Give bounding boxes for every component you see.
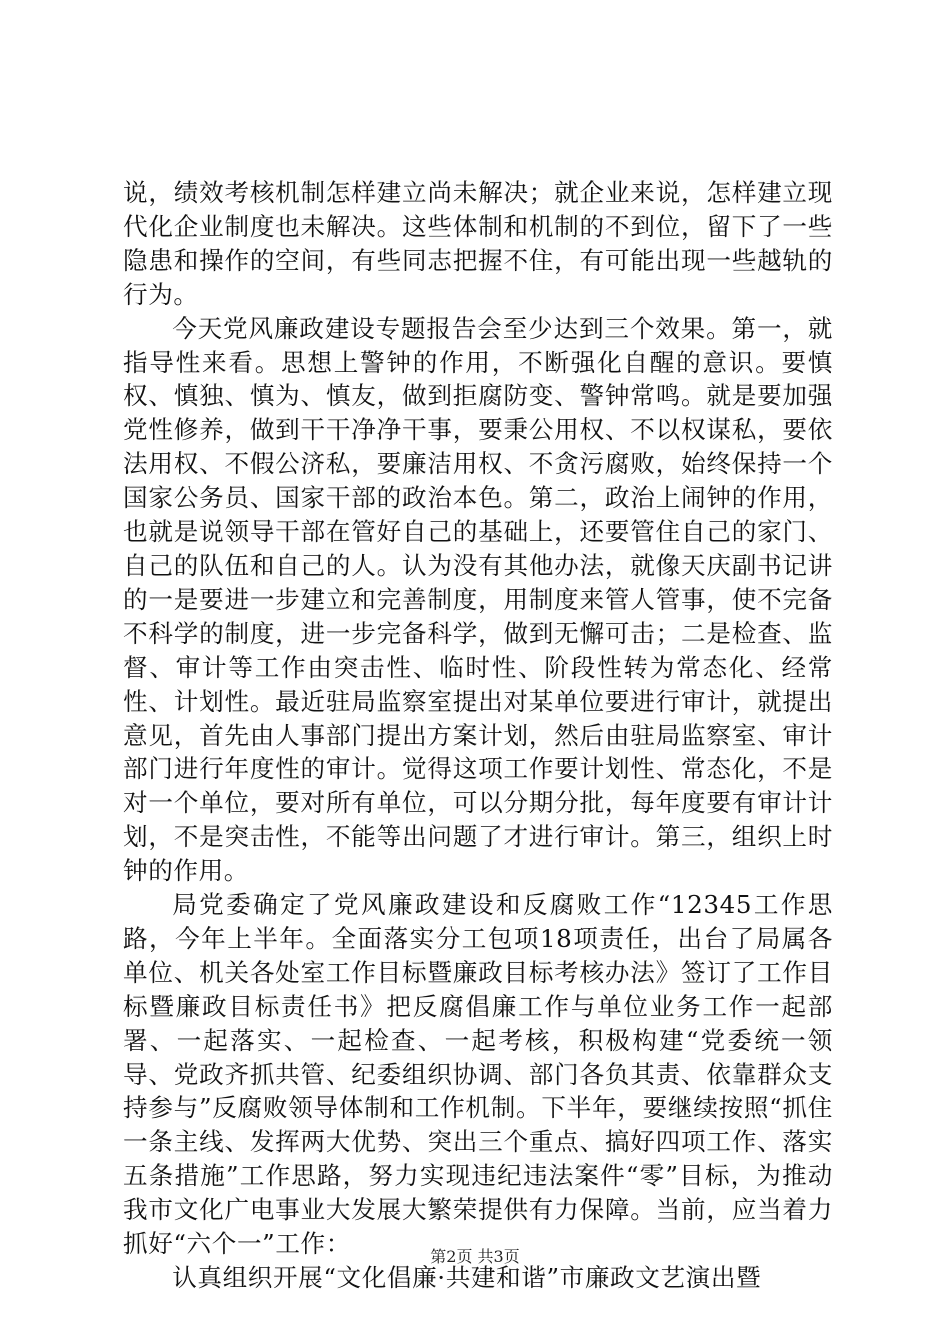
paragraph-4: 认真组织开展“文化倡廉·共建和谐”市廉政文艺演出暨 [172, 1263, 762, 1292]
paragraph-2: 今天党风廉政建设专题报告会至少达到三个效果。第一，就指导性来看。思想上警钟的作用，不断强化自醒的意识。要慎权、慎独、慎为、慎友，做到拒腐防变、警钟常鸣。就是要加强党性修养，做到干干净净干事，要秉公用权、不以权谋私，要依法用权、不假公济私，要廉洁用权、不贪污腐败，始终保持一个国家公务员、国家干部的政治本色。第二，政治上闹钟的作用，也就是说领导干部在管好自己的基础上，还要管住自己的家门、自己的队伍和自己的人。认为没有其他办法，就像天庆副书记讲的一是要进一步建立和完善制度，用制度来管人管事，使不完备不科学的制度，进一步完备科学，做到无懈可击；二是检查、监督、审计等工作由突击性、临时性、阶段性转为常态化、经常性、计划性。最近驻局监察室提出对某单位要进行审计，就提出意见，首先由人事部门提出方案计划，然后由驻局监察室、审计部门进行年度性的审计。觉得这项工作要计划性、常态化，不是对一个单位，要对所有单位，可以分期分批，每年度要有审计计划，不是突击性，不能等出问题了才进行审计。第三，组织上时钟的作用。 [123, 313, 833, 886]
document-body [123, 176, 833, 1295]
paragraph-1: 说，绩效考核机制怎样建立尚未解决；就企业来说，怎样建立现代化企业制度也未解决。这些体制和机制的不到位，留下了一些隐患和操作的空间，有些同志把握不住，有可能出现一些越轨的行为。 [123, 178, 833, 309]
page-number-footer: 第2页 共3页 [430, 1247, 520, 1266]
paragraph-3: 局党委确定了党风廉政建设和反腐败工作“12345工作思路，今年上半年。全面落实分工包项18项责任，出台了局属各单位、机关各处室工作目标暨廉政目标考核办法》签订了工作目标暨廉政目标责任书》把反腐倡廉工作与单位业务工作一起部署、一起落实、一起检查、一起考核，积极构建“党委统一领导、党政齐抓共管、纪委组织协调、部门各负其责、依靠群众支持参与”反腐败领导体制和工作机制。下半年，要继续按照“抓住一条主线、发挥两大优势、突出三个重点、搞好四项工作、落实五条措施”工作思路，努力实现违纪违法案件“零”目标，为推动我市文化广电事业大发展大繁荣提供有力保障。当前，应当着力抓好“六个一”工作： [123, 890, 833, 1259]
